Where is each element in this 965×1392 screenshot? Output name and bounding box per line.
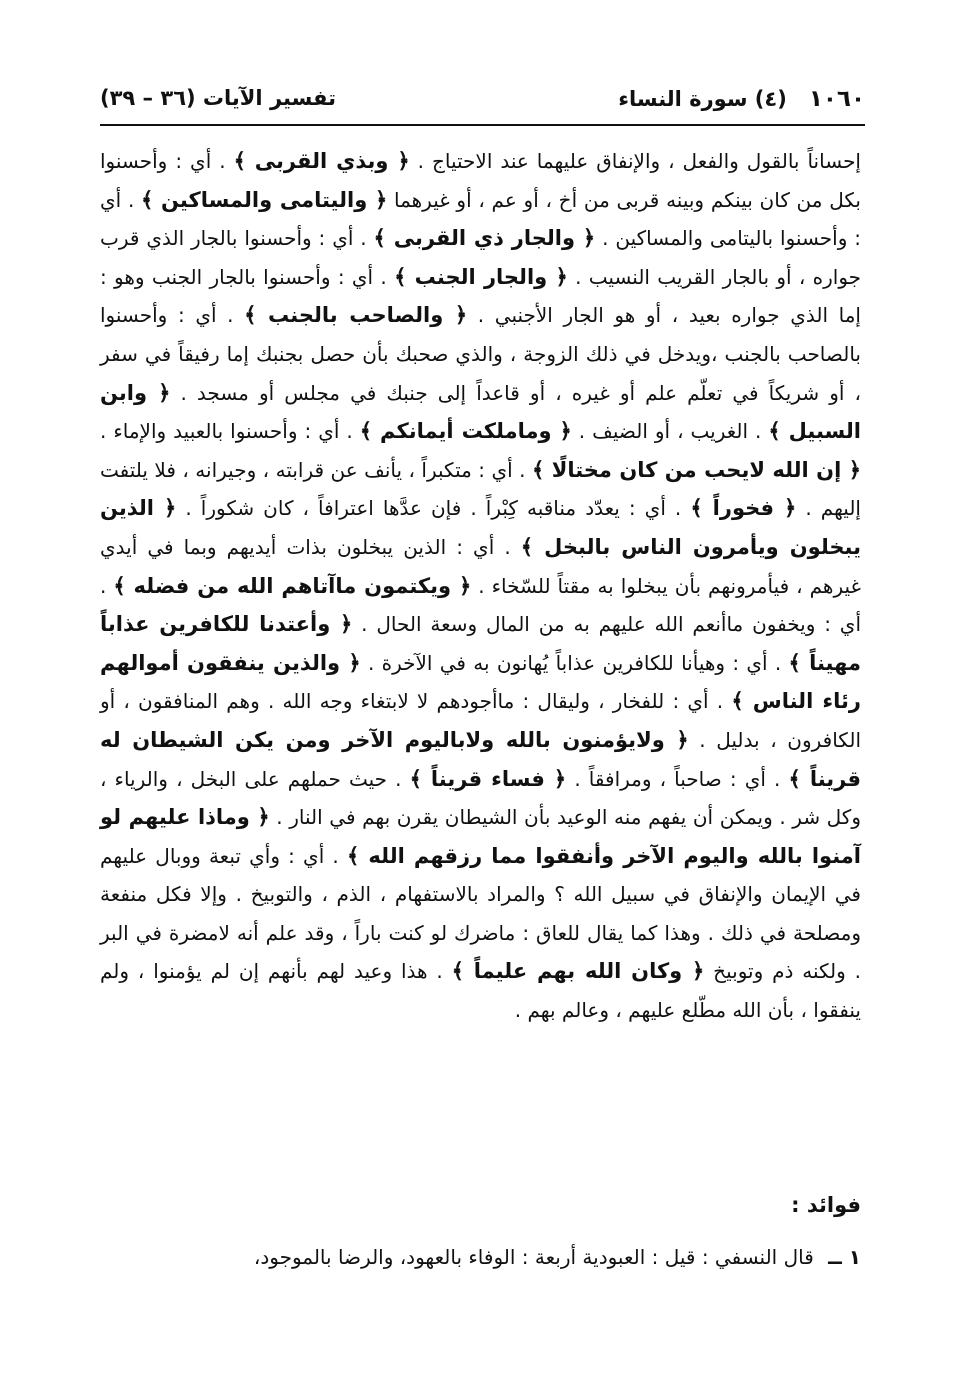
commentary-text: . أي : وأحسنوا بالجار الجنب وهو : إما الذي جواره بعيد ، أو هو الجار الأجنبي . [100, 264, 861, 328]
commentary-text: . أي : صاحباً ، ومرافقاً . [566, 766, 789, 791]
quran-verse: ﴿ وماذا عليهم لو آمنوا بالله واليوم الآخر وأنفقوا مما رزقهم الله ﴾ [100, 805, 861, 868]
quran-verse: ﴿ الذين يبخلون ويأمرون الناس بالبخل ﴾ [100, 496, 861, 559]
quran-verse: ﴿ وأعتدنا للكافرين عذاباً مهيناً ﴾ [100, 612, 861, 675]
quran-verse: ﴿ واليتامى والمساكين ﴾ [141, 187, 388, 212]
commentary-text: . أي : وهيأنا للكافرين عذاباً يُهانون به في الآخرة . [360, 650, 789, 675]
commentary-text: . أي : وأي تبعة ووبال عليهم في الإيمان والإنفاق في سبيل الله ؟ والمراد بالاستفهام ، الذم ، والتوبيخ . وإلا فكل منفعة ومصلحة في ذلك . وهذا كما يقال للعاق : ماضرك لو كنت باراً ، وقد علم أنه لامضرة في البر . ولكنه ذم وتوبيخ [100, 843, 861, 984]
quran-verse: ﴿ والصاحب بالجنب ﴾ [244, 303, 468, 328]
commentary-text: . أي : وأحسنوا باليتامى والمساكين . [100, 187, 861, 251]
quran-verse: ﴿ ولايؤمنون بالله ولاباليوم الآخر ومن يكن الشيطان له قريناً ﴾ [100, 727, 861, 791]
commentary-text: . الغريب ، أو الضيف . [571, 419, 769, 444]
commentary-text: . أي : وأحسنوا بالصاحب بالجنب ،ويدخل في ذلك الزوجة ، والذي صحبك بأن حصل بجنبك إما رفيقاً في سفر ، أو شريكاً في تعلّم علم أو غيره ، أو قاعداً إلى جنبك في مجلس أو مسجد . [100, 303, 862, 405]
benefit-number: ١ ــ [828, 1245, 861, 1269]
commentary-text: . أي : الذين يبخلون بذات أيديهم وبما في أيدي غيرهم ، فيأمرونهم بأن يبخلوا به مقتاً للسّخاء . [100, 534, 861, 598]
commentary-text: . أي : يعدّد مناقبه كِبْراً . فإن عدَّها اعترافاً ، كان شكوراً . [176, 496, 691, 521]
benefit-item [100, 1238, 861, 1276]
tafsir-paragraph [100, 142, 861, 1030]
quran-verse: ﴿ ويكتمون ماآتاهم الله من فضله ﴾ [113, 573, 472, 598]
commentary-text: . حيث حملهم على البخل ، والرياء ، وكل شر . ويمكن أن يفهم منه الوعيد بأن الشيطان يقرن بهم في النار . [100, 766, 861, 830]
quran-verse: ﴿ فساء قريناً ﴾ [409, 766, 567, 791]
quran-verse: ﴿ إن الله لايحب من كان مختالًا ﴾ [531, 457, 862, 482]
chapter-title: (٤) سورة النساء [618, 87, 787, 111]
header-divider [100, 124, 865, 126]
quran-verse: ﴿ والجار الجنب ﴾ [394, 264, 568, 289]
commentary-text: إحساناً بالقول والفعل ، والإنفاق عليهما عند الاحتياج . [409, 149, 861, 173]
commentary-text: . أي : ويخفون ماأنعم الله عليهم به من المال وسعة الحال . [100, 573, 861, 637]
quran-verse: ﴿ وماملكت أيمانكم ﴾ [359, 419, 572, 444]
page-number: ١٠٦٠ [808, 86, 865, 112]
quran-verse: ﴿ فخوراً ﴾ [690, 496, 797, 521]
tafsir-body [100, 142, 861, 1030]
quran-verse: ﴿ وكان الله بهم عليماً ﴾ [451, 959, 705, 984]
benefits-heading: فوائد : [791, 1193, 861, 1217]
commentary-text: . أي : وأحسنوا بكل من كان بينكم وبينه قربى من أخ ، أو عم ، أو غيرهما [100, 149, 861, 212]
benefit-text: قال النسفي : قيل : العبودية أربعة : الوفاء بالعهود، والرضا بالموجود، [253, 1245, 814, 1269]
commentary-text: . أي : للفخار ، وليقال : ماأجودهم لا لابتغاء وجه الله . وهم المنافقون ، أو الكافرون ، بدليل . [100, 689, 862, 752]
header-right [618, 86, 865, 112]
page-header [100, 86, 865, 122]
section-heading: تفسير الآيات (٣٦ – ٣٩) [100, 86, 336, 110]
quran-verse: ﴿ وبذي القربى ﴾ [233, 149, 410, 173]
commentary-text: . أي : متكبراً ، يأنف عن قرابته ، وجيرانه ، فلا يلتفت إليهم . [100, 457, 861, 521]
quran-verse: ﴿ وابن السبيل ﴾ [100, 380, 861, 444]
commentary-text: . هذا وعيد لهم بأنهم إن لم يؤمنوا ، ولم ينفقوا ، بأن الله مطّلع عليهم ، وعالم بهم . [100, 959, 861, 1023]
commentary-text: . أي : وأحسنوا بالعبيد والإماء . [100, 419, 360, 444]
commentary-text: . أي : وأحسنوا بالجار الذي قرب جواره ، أو بالجار القريب النسيب . [100, 226, 862, 289]
quran-verse: ﴿ والذين ينفقون أموالهم رئاء الناس ﴾ [100, 650, 861, 714]
quran-verse: ﴿ والجار ذي القربى ﴾ [373, 226, 596, 251]
